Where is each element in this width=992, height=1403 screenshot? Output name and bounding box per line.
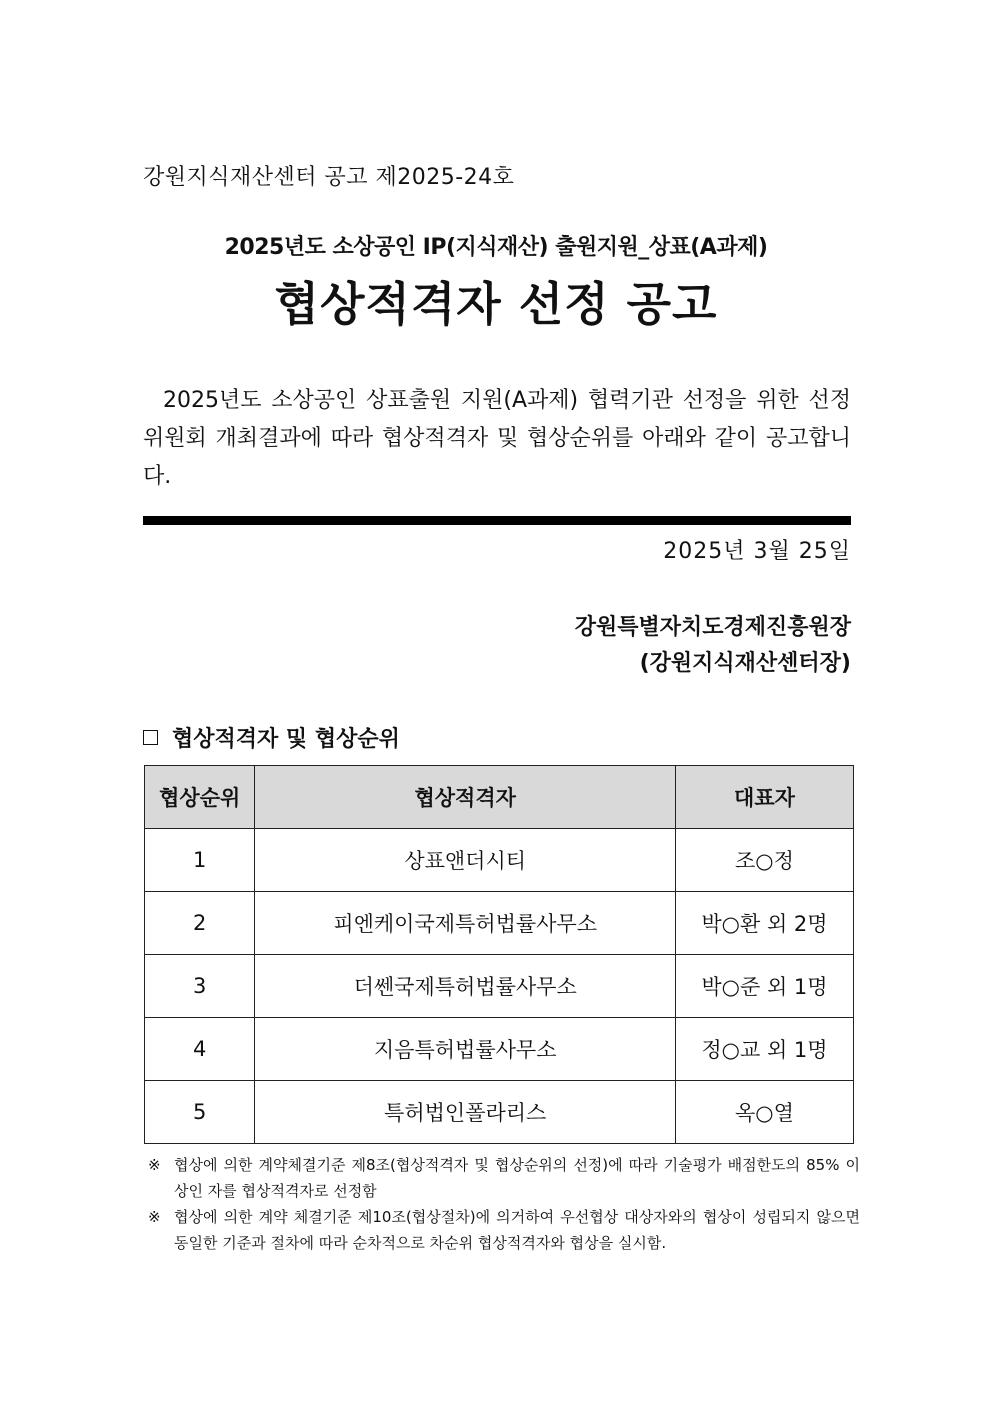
reference-mark: ※ — [148, 1156, 161, 1174]
table-header-row — [145, 766, 854, 829]
candidate-cell: 특허법인폴라리스 — [255, 1081, 676, 1144]
rank-cell: 5 — [145, 1081, 255, 1144]
reference-mark: ※ — [148, 1208, 161, 1226]
page-title: 협상적격자 선정 공고 — [274, 277, 718, 331]
table-row — [145, 955, 854, 1018]
announcement-subtitle: 2025년도 소상공인 IP(지식재산) 출원지원_상표(A과제) — [224, 235, 768, 260]
section-heading-label: 협상적격자 및 협상순위 — [172, 727, 400, 752]
candidate-cell: 더쎈국제특허법률사무소 — [255, 955, 676, 1018]
representative-cell: 정○교 외 1명 — [675, 1018, 853, 1081]
issuer-subname: (강원지식재산센터장) — [639, 651, 851, 676]
footnote-text: 협상에 의한 계약체결기준 제8조(협상적격자 및 협상순위의 선정)에 따라 기술평가 배점한도의 85% 이상인 자를 협상적격자로 선정함 — [174, 1156, 860, 1200]
section-heading — [143, 722, 400, 753]
table-row — [145, 1081, 854, 1144]
issuer-block — [575, 610, 851, 682]
notice-number: 강원지식재산센터 공고 제2025-24호 — [143, 165, 515, 190]
header-candidate: 협상적격자 — [255, 766, 676, 829]
rank-cell: 2 — [145, 892, 255, 955]
checkbox-square-icon — [143, 730, 158, 745]
table-row — [145, 892, 854, 955]
rank-cell: 4 — [145, 1018, 255, 1081]
representative-cell: 옥○열 — [675, 1081, 853, 1144]
table-row — [145, 1018, 854, 1081]
representative-cell: 박○준 외 1명 — [675, 955, 853, 1018]
announcement-date: 2025년 3월 25일 — [663, 539, 851, 564]
divider-rule — [143, 516, 851, 525]
footnote — [148, 1152, 860, 1204]
table-row — [145, 829, 854, 892]
candidate-cell: 피엔케이국제특허법률사무소 — [255, 892, 676, 955]
intro-paragraph: 2025년도 소상공인 상표출원 지원(A과제) 협력기관 선정을 위한 선정위원회 개최결과에 따라 협상적격자 및 협상순위를 아래와 같이 공고합니다. — [143, 388, 851, 489]
representative-cell: 박○환 외 2명 — [675, 892, 853, 955]
footnote — [148, 1204, 860, 1256]
issuer-name: 강원특별자치도경제진흥원장 — [574, 615, 851, 640]
candidate-cell: 상표앤더시티 — [255, 829, 676, 892]
footnotes — [148, 1152, 860, 1256]
representative-cell: 조○정 — [675, 829, 853, 892]
candidate-cell: 지음특허법률사무소 — [255, 1018, 676, 1081]
header-representative: 대표자 — [675, 766, 853, 829]
header-rank: 협상순위 — [145, 766, 255, 829]
results-table — [144, 765, 854, 1144]
footnote-text: 협상에 의한 계약 체결기준 제10조(협상절차)에 의거하여 우선협상 대상자와의 협상이 성립되지 않으면 동일한 기준과 절차에 따라 순차적으로 차순위 협상적격자와 협상을 실시함. — [174, 1208, 860, 1252]
rank-cell: 1 — [145, 829, 255, 892]
rank-cell: 3 — [145, 955, 255, 1018]
